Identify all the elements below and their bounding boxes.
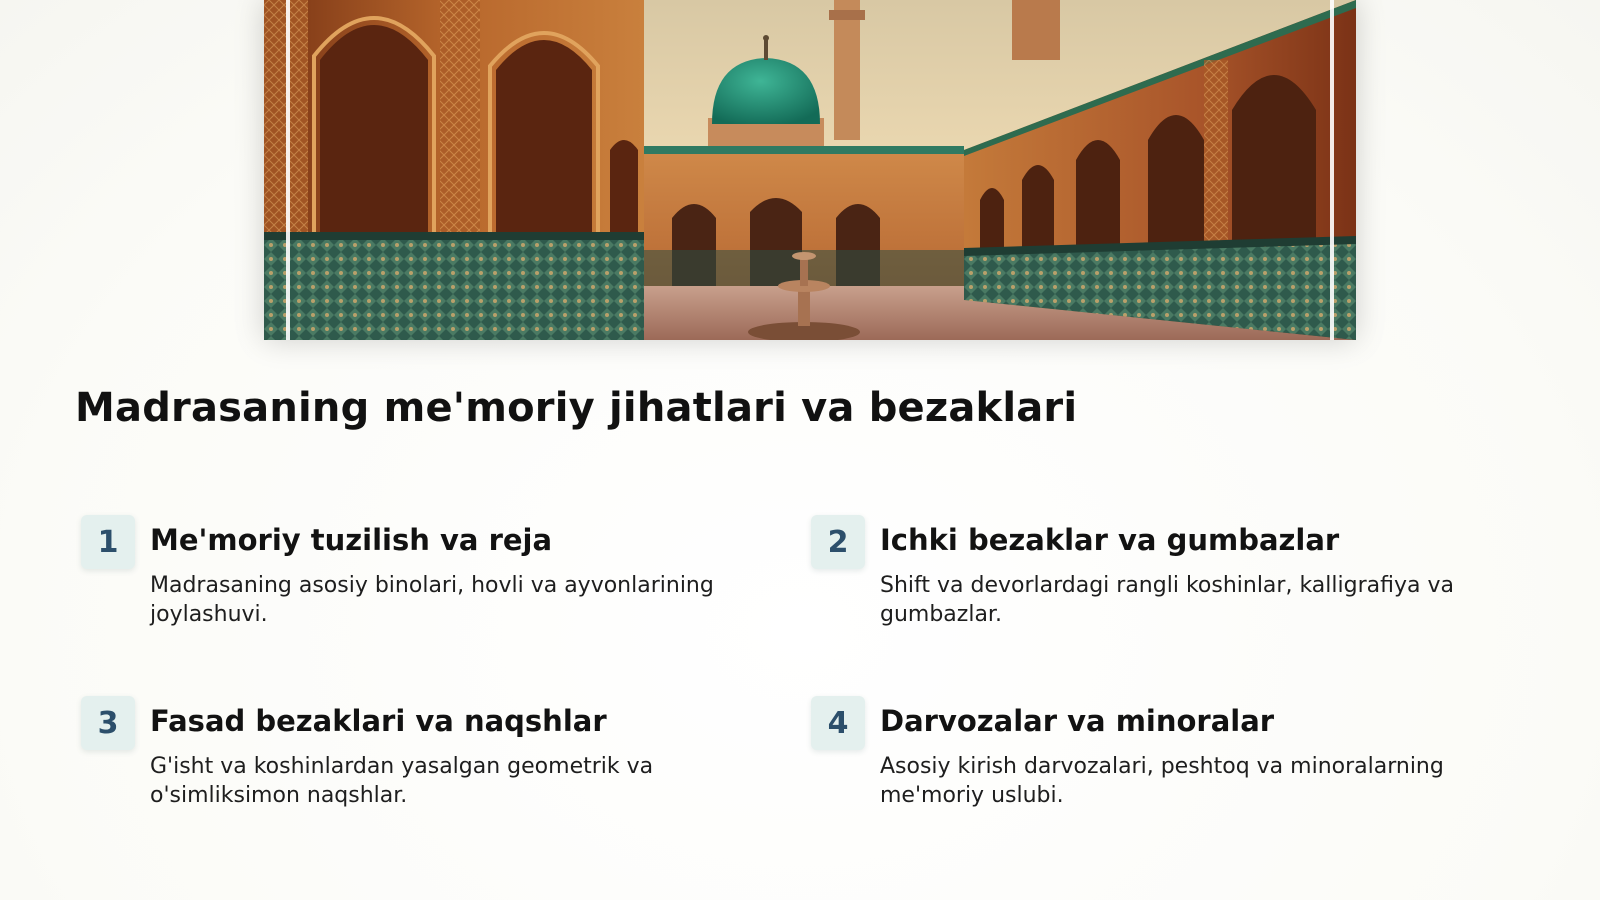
number-badge: 3 — [81, 696, 135, 750]
feature-description: Asosiy kirish darvozalari, peshtoq va minoralarning me'moriy uslubi. — [880, 754, 1444, 808]
frame-line-left — [286, 0, 290, 340]
feature-title: Fasad bezaklari va naqshlar — [150, 704, 607, 738]
number-badge: 4 — [811, 696, 865, 750]
feature-description: Shift va devorlardagi rangli koshinlar, kalligrafiya va gumbazlar. — [880, 573, 1454, 627]
feature-description: G'isht va koshinlardan yasalgan geometrik va o'simliksimon naqshlar. — [150, 754, 654, 808]
number-badge: 1 — [81, 515, 135, 569]
feature-title: Ichki bezaklar va gumbazlar — [880, 523, 1340, 557]
feature-title: Darvozalar va minoralar — [880, 704, 1275, 738]
madrasa-courtyard-image — [264, 0, 1356, 340]
page-title: Madrasaning me'moriy jihatlari va bezaklari — [75, 385, 1078, 431]
feature-title: Me'moriy tuzilish va reja — [150, 523, 553, 557]
frame-line-right — [1330, 0, 1334, 340]
courtyard-illustration — [264, 0, 1356, 340]
feature-description: Madrasaning asosiy binolari, hovli va ayvonlarining joylashuvi. — [150, 573, 714, 627]
number-badge: 2 — [811, 515, 865, 569]
